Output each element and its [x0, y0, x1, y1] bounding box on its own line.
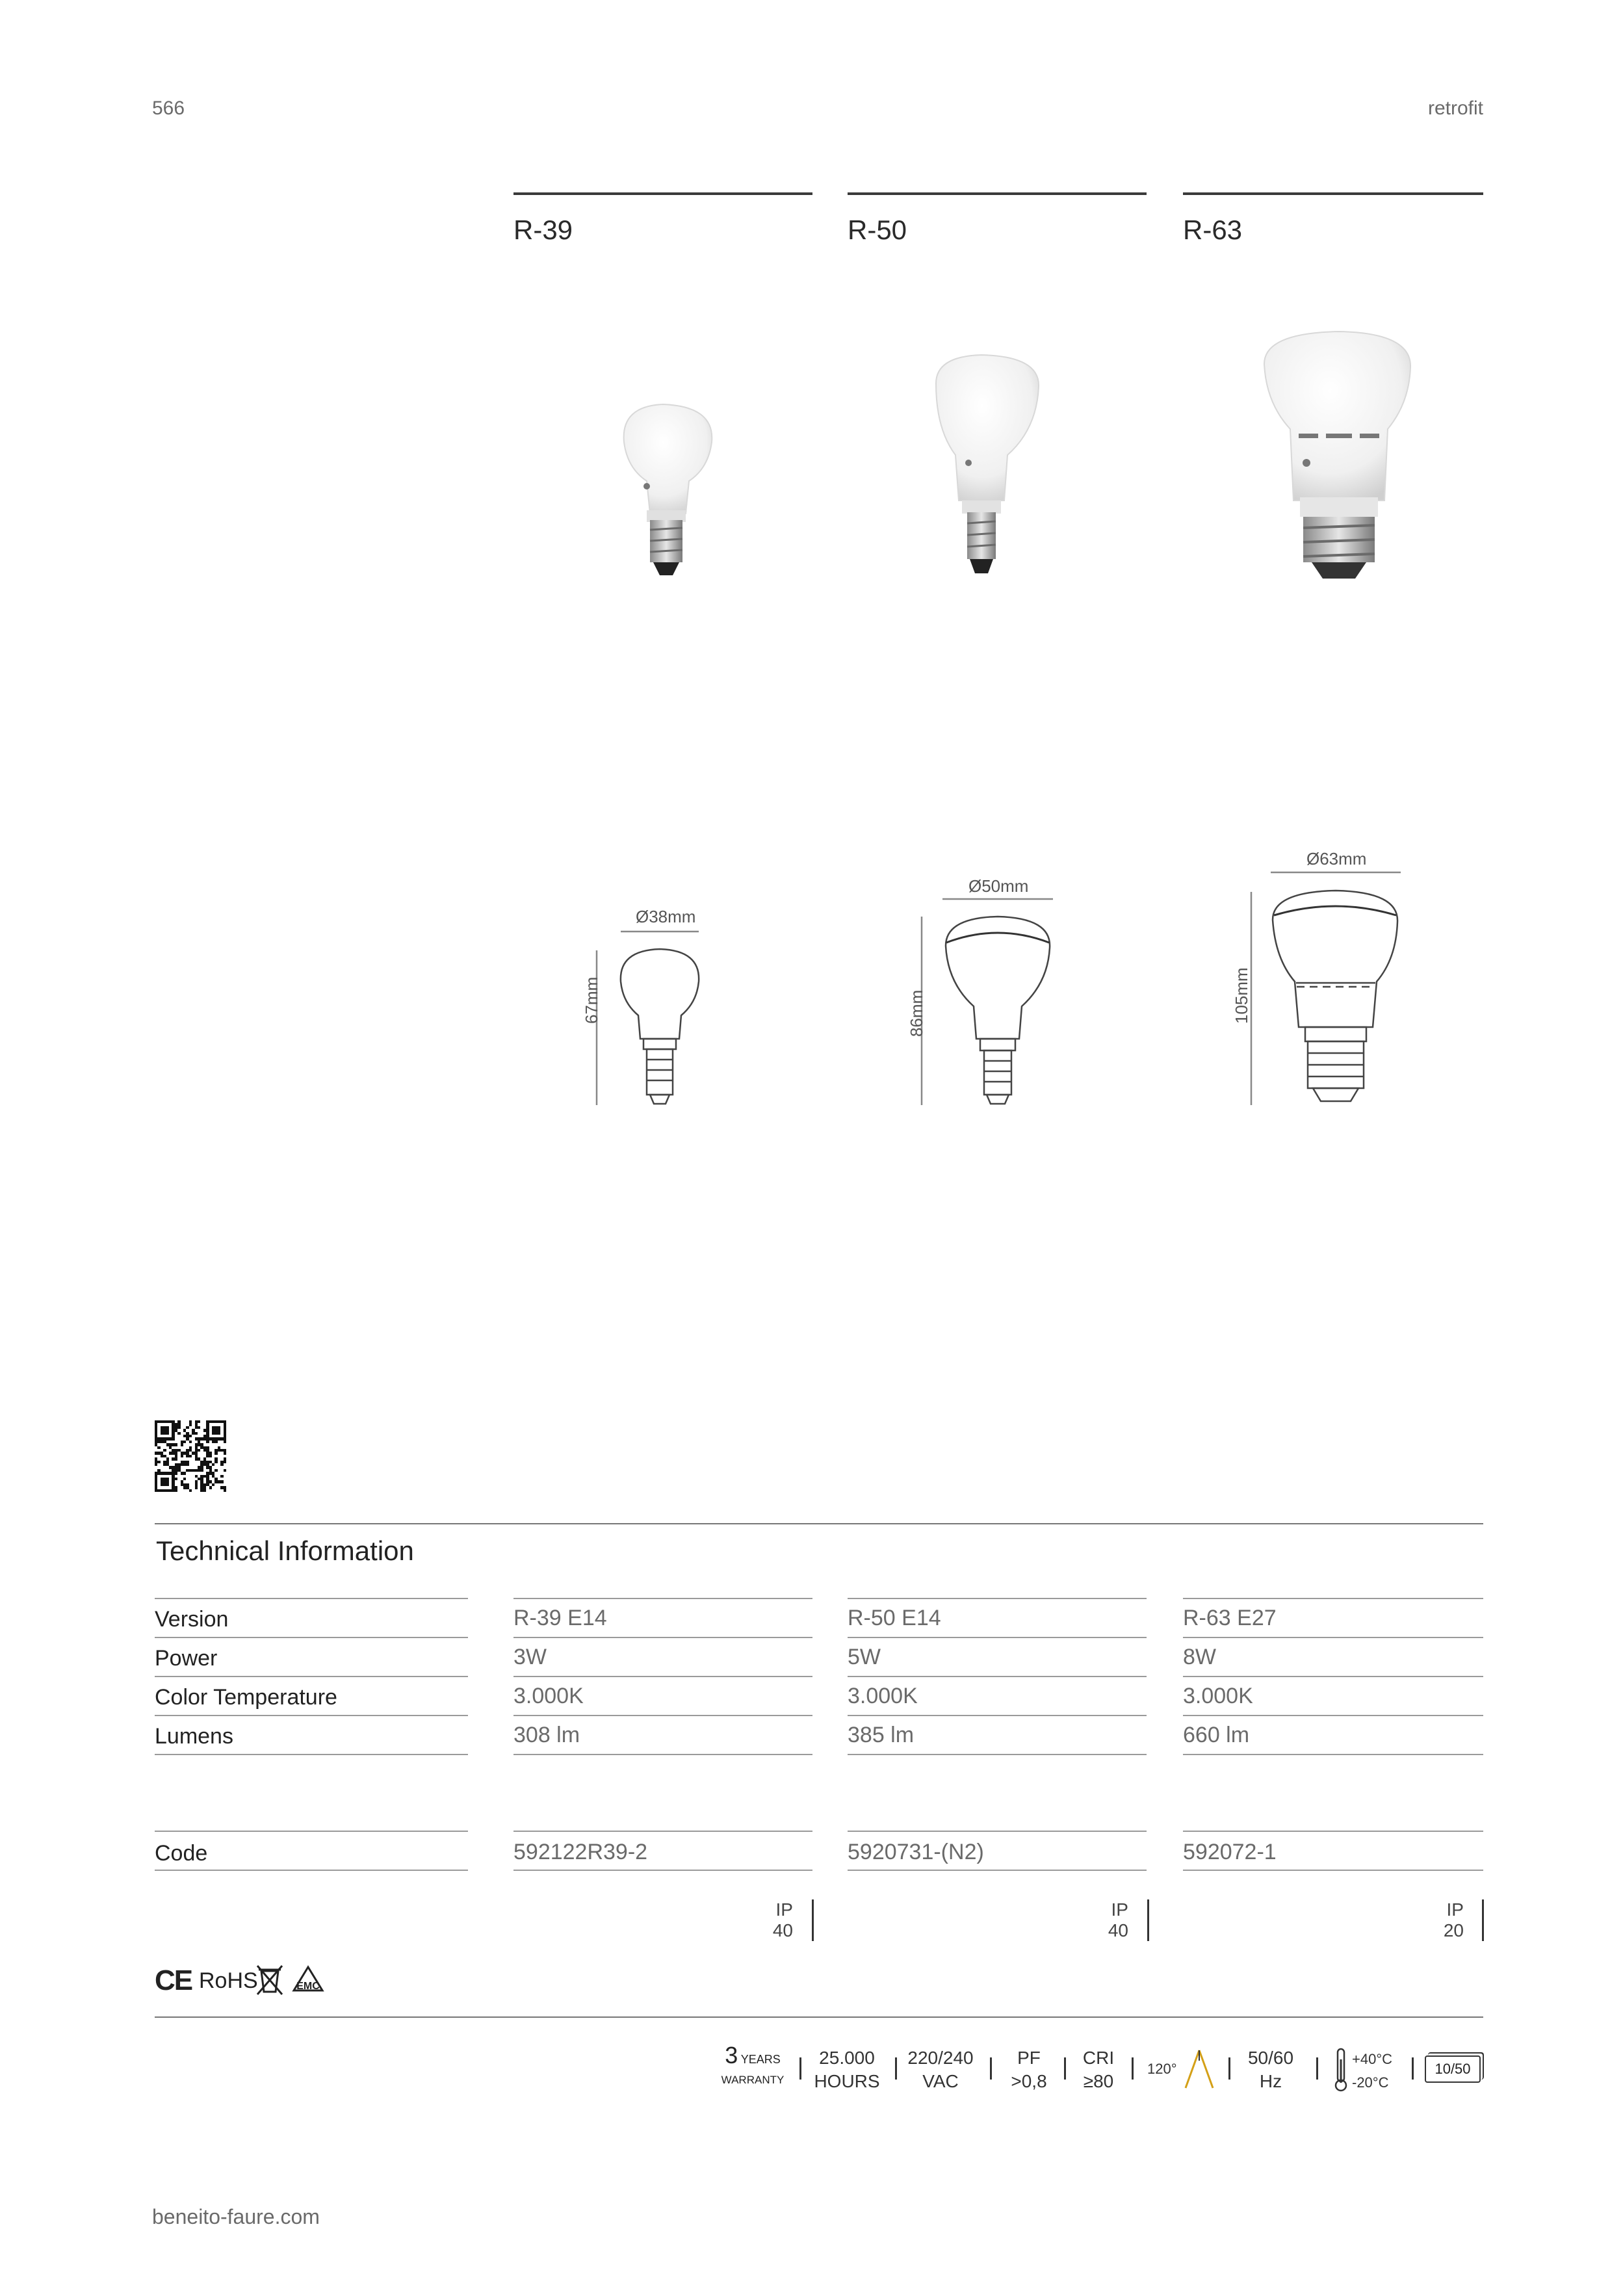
section-divider	[155, 2016, 1483, 2018]
pf-spec	[1000, 2046, 1058, 2093]
spec-value: 385 lm	[848, 1723, 915, 1747]
section-title: retrofit	[1427, 98, 1483, 119]
row-rule	[155, 1754, 468, 1755]
spec-label: Power	[155, 1646, 218, 1671]
ip-value: 40	[1108, 1920, 1128, 1940]
spec-value: 8W	[1183, 1645, 1216, 1669]
ip-value: 20	[1443, 1920, 1464, 1940]
spec-separator	[799, 2057, 801, 2080]
row-rule	[1183, 1754, 1483, 1755]
hours-spec	[812, 2046, 881, 2093]
temp-max: +40°C	[1352, 2051, 1393, 2067]
packaging-box: 10/50	[1425, 2055, 1481, 2083]
row-rule	[155, 1715, 468, 1716]
r63-photo	[1264, 332, 1410, 579]
spec-value: R-39 E14	[513, 1606, 607, 1630]
spec-separator	[1064, 2057, 1066, 2080]
rohs-mark: RoHS	[199, 1968, 258, 1993]
frequency-spec	[1238, 2046, 1303, 2093]
model-title-r39: R-39	[513, 215, 573, 245]
ip-label: IP	[1446, 1899, 1464, 1920]
thermometer-icon	[1332, 2046, 1349, 2093]
row-rule	[155, 1831, 468, 1832]
warranty-badge	[720, 2042, 785, 2088]
pf-label: PF	[1017, 2048, 1041, 2068]
voltage-unit: VAC	[922, 2071, 959, 2091]
temperature-range	[1352, 2048, 1392, 2094]
r50-height-label: 86mm	[907, 989, 926, 1037]
spec-label: Version	[155, 1607, 229, 1632]
spec-value: 5W	[848, 1645, 881, 1669]
r39-drawing	[597, 932, 699, 1105]
warranty-years: YEARS	[740, 2053, 781, 2066]
r50-photo	[936, 355, 1039, 573]
r50-diameter-label: Ø50mm	[968, 876, 1029, 896]
website-link[interactable]: beneito-faure.com	[152, 2205, 320, 2228]
row-rule	[513, 1754, 812, 1755]
dimension-drawings	[0, 832, 1623, 1118]
row-rule	[1183, 1676, 1483, 1677]
ip-r63	[1410, 1899, 1464, 1941]
voltage-value: 220/240	[907, 2048, 974, 2068]
warranty-label: WARRANTY	[721, 2074, 785, 2086]
row-rule	[848, 1598, 1147, 1599]
spec-value: 660 lm	[1183, 1723, 1250, 1747]
spec-value: 3W	[513, 1645, 547, 1669]
tech-title: Technical Information	[156, 1535, 414, 1566]
row-rule	[513, 1676, 812, 1677]
hours-unit: HOURS	[814, 2071, 880, 2091]
hours-value: 25.000	[819, 2048, 875, 2068]
row-rule	[848, 1831, 1147, 1832]
ip-bar	[812, 1899, 814, 1941]
ip-value: 40	[772, 1920, 793, 1940]
row-rule	[1183, 1715, 1483, 1716]
pf-value: >0,8	[1011, 2071, 1047, 2091]
spec-label: Lumens	[155, 1724, 233, 1749]
beam-angle-value: 120°	[1147, 2061, 1177, 2077]
row-rule	[513, 1870, 812, 1871]
emc-icon	[290, 1964, 326, 1996]
r63-height-label: 105mm	[1232, 967, 1251, 1024]
model-title-r63: R-63	[1183, 215, 1243, 245]
ip-bar	[1147, 1899, 1149, 1941]
warranty-number: 3	[725, 2042, 738, 2068]
r39-height-label: 67mm	[582, 976, 601, 1024]
r63-diameter-label: Ø63mm	[1306, 849, 1367, 868]
row-rule	[1183, 1870, 1483, 1871]
product-code: 5920731-(N2)	[848, 1840, 984, 1864]
ip-label: IP	[1111, 1899, 1128, 1920]
frequency-unit: Hz	[1259, 2071, 1282, 2091]
row-rule	[155, 1676, 468, 1677]
spec-separator	[1316, 2057, 1318, 2080]
spec-value: 308 lm	[513, 1723, 580, 1747]
row-rule	[513, 1831, 812, 1832]
r39-photo	[624, 404, 712, 575]
spec-value: 3.000K	[1183, 1684, 1253, 1708]
product-code: 592122R39-2	[513, 1840, 648, 1864]
cri-label: CRI	[1082, 2048, 1115, 2068]
spec-separator	[1228, 2057, 1230, 2080]
code-label: Code	[155, 1841, 208, 1866]
row-rule	[1183, 1598, 1483, 1599]
spec-separator	[1412, 2057, 1414, 2080]
emc-label: EMC	[296, 1981, 320, 1992]
spec-separator	[895, 2057, 897, 2080]
model-title-r50: R-50	[848, 215, 907, 245]
section-divider	[155, 1523, 1483, 1524]
r39-diameter-label: Ø38mm	[636, 907, 696, 926]
ip-r50	[1076, 1899, 1128, 1941]
spec-separator	[1132, 2057, 1134, 2080]
ip-bar	[1482, 1899, 1484, 1941]
product-photos	[0, 0, 1623, 650]
spec-value: 3.000K	[848, 1684, 918, 1708]
row-rule	[848, 1637, 1147, 1638]
spec-separator	[990, 2057, 992, 2080]
row-rule	[513, 1598, 812, 1599]
row-rule	[848, 1870, 1147, 1871]
spec-value: R-63 E27	[1183, 1606, 1277, 1630]
r50-drawing	[922, 899, 1053, 1105]
r63-drawing	[1251, 872, 1401, 1105]
row-rule	[155, 1598, 468, 1599]
product-code: 592072-1	[1183, 1840, 1277, 1864]
row-rule	[155, 1870, 468, 1871]
cri-value: ≥80	[1083, 2071, 1114, 2091]
spec-value: R-50 E14	[848, 1606, 941, 1630]
cri-spec	[1072, 2046, 1124, 2093]
frequency-value: 50/60	[1247, 2048, 1294, 2068]
weee-bin-icon	[255, 1963, 285, 1997]
page-number: 566	[152, 98, 185, 119]
row-rule	[513, 1637, 812, 1638]
voltage-spec	[905, 2046, 976, 2093]
spec-value: 3.000K	[513, 1684, 584, 1708]
qr-code	[155, 1420, 226, 1492]
row-rule	[1183, 1637, 1483, 1638]
ce-mark: CE	[155, 1964, 192, 1996]
row-rule	[155, 1637, 468, 1638]
ip-r39	[741, 1899, 793, 1941]
row-rule	[1183, 1831, 1483, 1832]
temp-min: -20°C	[1352, 2074, 1389, 2091]
row-rule	[848, 1754, 1147, 1755]
row-rule	[513, 1715, 812, 1716]
ip-label: IP	[775, 1899, 793, 1920]
beam-angle-icon	[1183, 2048, 1215, 2091]
row-rule	[848, 1715, 1147, 1716]
row-rule	[848, 1676, 1147, 1677]
spec-label: Color Temperature	[155, 1685, 337, 1710]
